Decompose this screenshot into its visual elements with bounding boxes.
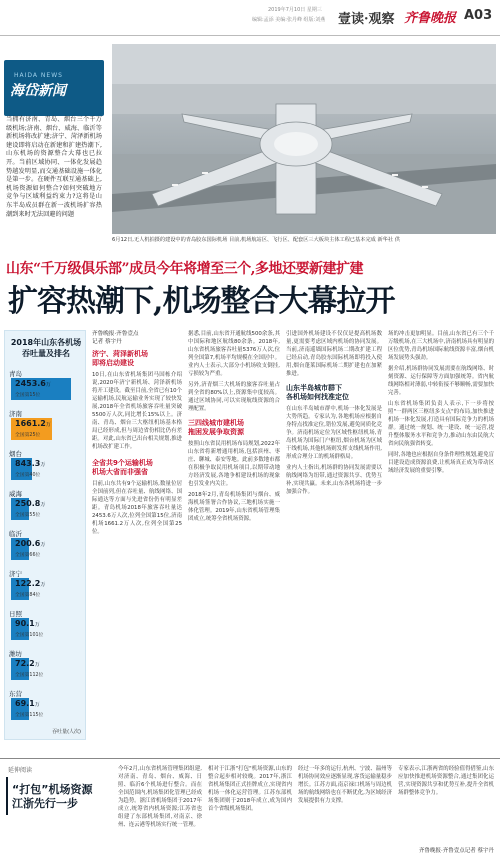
airport-throughput-chart (4, 330, 86, 740)
chart-value-unit: 万 (34, 702, 40, 708)
column-logo-sub: HAIDA NEWS (14, 72, 63, 79)
paragraph: 目前,山东共有9个运输机场,数量位居全国前列,但在吞吐量、航线网络、国际通达等方面与先进省份仍有明显差距。青岛机场2018年旅客吞吐量达2453.6万人次,位列全国第15位,济南机场1661.2万人次,位列全国第25位。 (92, 481, 182, 535)
chart-value-label: 250.8万 (15, 499, 46, 508)
chart-rank-label: 全国第66位 (15, 553, 41, 558)
article-column-3 (286, 330, 382, 752)
paragraph: 按照山东省民用机场布局规划,2022年山东省将新增通用机场,包括滨州、枣庄、聊城、泰安等地。此前多数地市都在积极争取民用机场项目,以期带动地方经济发展,各地争相建设机场的现象也引发业内关注。 (188, 441, 280, 487)
paragraph: 场的冲击更加明显。目前,山东省已有三个千万级机场,在三大机场中,济南机场具有明显的区位优势,青岛机场国际航线资源丰富,烟台机场发展势头强劲。 (388, 331, 494, 361)
chart-value-label: 200.6万 (15, 539, 46, 548)
main-headline: 扩容热潮下,机场整合大幕拉开 (8, 284, 395, 319)
paragraph: 山东省机场集团负责人表示,下一步将按照"一群两区三枢纽多支点"的布局,加快推进机场一体化发展,打造具有国际竞争力的机场群。通过统一规划、统一建设、统一运营,提升整体服务水平和竞争力,推动山东由民航大省向民航强省转变。 (388, 401, 494, 447)
author-signature: 齐鲁晚报·齐鲁壹点记者 蔡宇丹 (419, 848, 494, 854)
chart-value-label: 90.1万 (15, 619, 40, 628)
chart-rank-label: 全国第55位 (15, 513, 41, 518)
chart-category-label: 济宁 (9, 570, 22, 578)
paragraph: 引进国外机场建设不仅仅是提高机场数量,更需要考虑区域内机场的协同发展。当前,济南遥墙国际机场二期改扩建工程已经启动,青岛胶东国际机场即将投入使用,烟台蓬莱国际机场二期扩建也在加紧推进。 (286, 331, 382, 377)
page-number: A03 (464, 8, 493, 23)
page-header (0, 0, 500, 36)
editor-credits: 编辑:孟添 美编:张丹峰 组版:刘燕 (252, 17, 326, 23)
title-accent-bar (6, 777, 8, 815)
article-column-2 (188, 330, 280, 752)
lead-paragraph: 当拥有济南、青岛、烟台三个千万级机场;济南、烟台、威海、临沂等新机场将改扩建;济宁、菏泽新机场建设即将启动在新建和扩建热潮下,山东机场的资源整合大幕也已拉开。当前区域协同、一体化发展趋势越发明显,而交通基础设施一体化是第一步。在硬件互联互通基础上,机场资源如何整合?如何突破地方竞争与区域利益约束力?这将是山东半岛成员群在新一波机场扩容热潮到来时无法回避的问题 (6, 116, 102, 218)
paragraph: 据悉,目前,山东省开通航线500余条,其中国际和地区航线80余条。2018年,山东省机场旅客吞吐量5376万人次,位列全国第7,机场平均规模在全国居中。业内人士表示,大部分小机场收支倒挂,亏损较为严重。 (188, 331, 280, 377)
article-column-4 (388, 330, 494, 752)
chart-value-label: 2453.6万 (15, 379, 51, 388)
section-title: 壹读·观察 (338, 12, 395, 27)
chart-value-label: 72.2万 (15, 659, 40, 668)
airport-aerial-photo (112, 44, 496, 234)
paragraph: 2018年2月,青岛机场集团与烟台、威海机场签署合作协议,三地机场实施一体化管理。2019年,山东省机场管理集团成立,统筹全省机场资源。 (188, 492, 280, 522)
subhead-1: 济宁、菏泽新机场 即将启动建设 (92, 350, 148, 367)
subhead-3: 三四线城市建机场 拖困发展争取资源 (188, 419, 244, 436)
extended-reading-section (0, 758, 500, 858)
issue-date: 2019年7月10日 星期三 (268, 7, 322, 13)
chart-title: 2018年山东各机场吞吐量及排名 (10, 338, 82, 358)
chart-value-unit: 万 (34, 622, 40, 628)
chart-value-unit: 万 (40, 462, 46, 468)
extended-column-4: 专家表示,江浙两省的经验值得借鉴,山东应加快推进机场资源整合,通过集团化运营,实现资源共享和优势互补,提升全省机场群整体竞争力。 (398, 766, 494, 796)
extended-column-3: 经过一年多的运行,杭州、宁波、温州等机场协同效应逐渐显现,客货运输量稳步增长。江苏方面,南京禄口机场与周边机场的航线网络也在不断优化,为区域经济发展提供有力支撑。 (298, 766, 392, 804)
chart-category-label: 青岛 (9, 370, 22, 378)
chart-value-label: 843.3万 (15, 459, 46, 468)
chart-rank-label: 全国第112位 (15, 673, 44, 678)
extended-column-2: 相对于江浙"打包"机场资源,山东的整合起步相对较晚。2017年,浙江省机场集团正式挂牌成立,实现省内机场一体化运营管理。江苏东部机场集团则于2018年成立,成为国内首个省级机场集团。 (208, 766, 292, 812)
chart-category-label: 日照 (9, 610, 22, 618)
subhead-4: 山东半岛城市群下 各机场如何找准定位 (286, 384, 349, 401)
chart-rank-label: 全国第115位 (15, 713, 44, 718)
paragraph: 业内人士指出,机场群的协同发展需要以航线网络为纽带,通过资源共享、优势互补,实现共赢。未来,山东各机场将进一步加强合作。 (286, 465, 382, 495)
chart-rank-label: 全国第40位 (15, 473, 41, 478)
newspaper-logo: 齐鲁晚报 (404, 11, 457, 26)
extended-column-1: 今年2月,山东省机场管理集团组建,对济南、青岛、烟台、威海、日照、临沂6个机场进行整合。而在全国范围内,机场集团化管理已经成为趋势。浙江省机场集团于2017年成立,统筹省内机场资源;江苏省也组建了东部机场集团,对南京、徐州、连云港等机场实行统一管理。 (118, 766, 202, 828)
chart-category-label: 济南 (9, 410, 22, 418)
chart-value-unit: 万 (45, 382, 51, 388)
paragraph: 同时,各地也应根据自身条件理性规划,避免盲目建设造成资源浪费,让机场真正成为带动区域经济发展的重要引擎。 (388, 452, 494, 474)
airport-illustration (112, 44, 496, 234)
chart-rank-label: 全国第101位 (15, 633, 44, 638)
extended-reading-tag: 延伸阅读 (8, 767, 33, 774)
chart-category-label: 临沂 (9, 530, 22, 538)
chart-value-unit: 万 (40, 542, 46, 548)
subhead-2: 全省共9个运输机场 机场大省而非强省 (92, 459, 153, 476)
chart-value-unit: 万 (34, 662, 40, 668)
chart-value-label: 122.2万 (15, 579, 46, 588)
chart-unit-label: 吞吐量(人次) (52, 729, 81, 735)
chart-category-label: 威海 (9, 490, 22, 498)
chart-value-label: 1661.2万 (15, 419, 51, 428)
extended-reading-title: “打包”机场资源 江浙先行一步 (12, 783, 93, 810)
chart-value-unit: 万 (40, 582, 46, 588)
chart-category-label: 东营 (9, 690, 22, 698)
paragraph: 10日,在山东省机场集团马国栋介绍说,2020年济宁新机场、菏泽新机场将开工建设。截至目前,全省已有10个运输机场,民航运输业务实现了较快发展,2018年全省机场旅客吞吐量突破5500万人次,同比增长15%以上。济南、青岛、烟台三大枢纽机场基本格局已经形成,但与周边省份相比仍有差距。对此,山东省已出台相关规划,推进机场改扩建工作。 (92, 372, 182, 450)
photo-caption: 6月12日,无人机拍摄的建设中的青岛胶东国际机场 目前,机场航站区、飞行区、配套区三大板块主体工程已基本完成 新华社 供 (112, 237, 400, 243)
chart-value-unit: 万 (40, 502, 46, 508)
chart-rank-label: 全国第84位 (15, 593, 41, 598)
chart-value-label: 69.1万 (15, 699, 40, 708)
chart-rank-label: 全国第15位 (15, 393, 41, 398)
paragraph: 据介绍,机场群协同发展需要在航线网络、时刻资源、运行保障等方面加强统筹。省内航线网络相对薄弱,中转衔接不够顺畅,需要加快完善。 (388, 366, 494, 396)
column-logo-box (4, 60, 104, 116)
byline: 齐鲁晚报·齐鲁壹点 记者 蔡宇丹 (92, 331, 139, 345)
chart-value-unit: 万 (45, 422, 51, 428)
headline-kicker: 山东“千万级俱乐部”成员今年将增至三个,多地还要新建扩建 (6, 261, 363, 277)
article-column-1 (92, 330, 182, 752)
chart-rank-label: 全国第25位 (15, 433, 41, 438)
chart-category-label: 烟台 (9, 450, 22, 458)
paragraph: 另外,济青烟三大机场的旅客吞吐量占到全省的80%以上,资源集中度较高。通过区域协同,可以实现航线资源的合理配置。 (188, 382, 280, 412)
chart-category-label: 潍坊 (9, 650, 22, 658)
paragraph: 在山东半岛城市群中,机场一体化发展是大势所趋。专家认为,各地机场应根据自身特点找准定位,错位发展,避免同质化竞争。济南机场定位为区域性枢纽机场,青岛机场为国际门户枢纽,烟台机场为区域干线机场,其他机场则发挥支线机场作用,形成合理分工的机场群格局。 (286, 406, 382, 460)
column-logo-title: 海岱新闻 (10, 83, 66, 99)
